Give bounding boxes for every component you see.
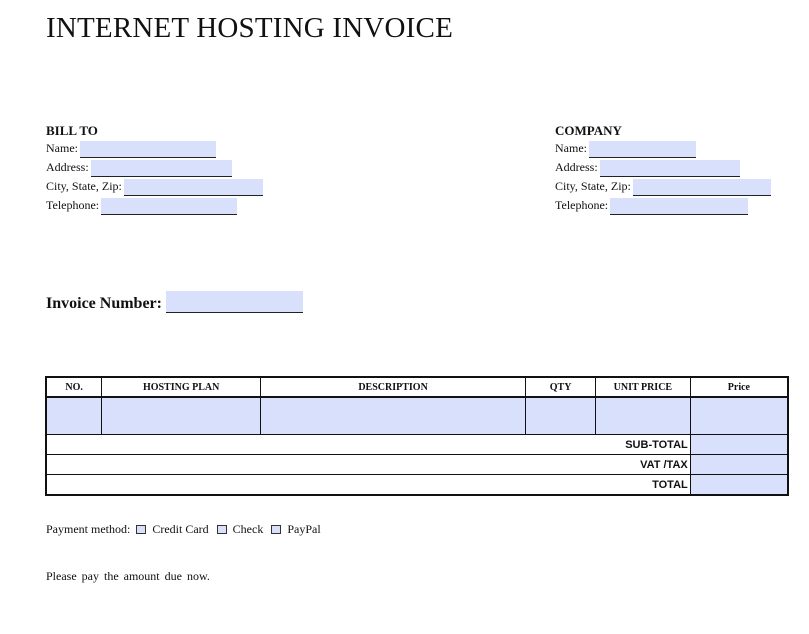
company-heading: COMPANY [555, 123, 622, 138]
cell-hosting-plan[interactable] [102, 397, 261, 435]
invoice-table [45, 376, 789, 496]
check-label: Check [232, 522, 264, 536]
company-city-label: City, State, Zip: [555, 179, 631, 193]
bill-to-name-label: Name: [46, 141, 78, 155]
cell-qty[interactable] [526, 397, 596, 435]
check-checkbox[interactable] [217, 525, 227, 534]
header-hosting-plan: HOSTING PLAN [102, 377, 261, 397]
bill-to-address-label: Address: [46, 160, 89, 174]
header-price: Price [690, 377, 788, 397]
company-address-field[interactable] [600, 160, 740, 177]
bill-to-telephone-label: Telephone: [46, 198, 100, 212]
bill-to-address-row [46, 158, 263, 177]
cell-price[interactable] [690, 397, 788, 435]
header-qty: QTY [526, 377, 596, 397]
credit-card-label: Credit Card [152, 522, 209, 536]
invoice-number-label: Invoice Number: [46, 295, 162, 312]
invoice-number-row [46, 291, 303, 313]
invoice-title: INTERNET HOSTING INVOICE [46, 12, 453, 44]
bill-to-name-row [46, 139, 263, 158]
bill-to-telephone-row [46, 196, 263, 215]
table-row [46, 397, 788, 435]
company-name-field[interactable] [589, 141, 696, 158]
company-name-row [555, 139, 771, 158]
bill-to-city-row [46, 177, 263, 196]
bill-to-block [46, 122, 263, 215]
company-telephone-field[interactable] [610, 198, 748, 215]
header-unit-price: UNIT PRICE [596, 377, 691, 397]
bill-to-city-label: City, State, Zip: [46, 179, 122, 193]
total-row [46, 475, 788, 496]
vat-tax-row [46, 455, 788, 475]
bill-to-city-field[interactable] [124, 179, 263, 196]
bill-to-address-field[interactable] [91, 160, 232, 177]
table-header-row [46, 377, 788, 397]
credit-card-checkbox[interactable] [136, 525, 146, 534]
invoice-number-field[interactable] [166, 291, 303, 313]
company-block [555, 122, 771, 215]
subtotal-row [46, 435, 788, 455]
company-city-field[interactable] [633, 179, 771, 196]
company-name-label: Name: [555, 141, 587, 155]
vat-tax-label: VAT /TAX [46, 455, 690, 475]
payment-note: Please pay the amount due now. [46, 569, 210, 583]
payment-method-label: Payment method: [46, 522, 131, 536]
total-field[interactable] [690, 475, 788, 496]
subtotal-field[interactable] [690, 435, 788, 455]
paypal-checkbox[interactable] [271, 525, 281, 534]
vat-tax-field[interactable] [690, 455, 788, 475]
company-telephone-label: Telephone: [555, 198, 609, 212]
cell-description[interactable] [260, 397, 525, 435]
bill-to-name-field[interactable] [80, 141, 216, 158]
company-address-label: Address: [555, 160, 598, 174]
company-city-row [555, 177, 771, 196]
company-address-row [555, 158, 771, 177]
paypal-label: PayPal [287, 522, 321, 536]
bill-to-telephone-field[interactable] [101, 198, 237, 215]
header-no: NO. [46, 377, 102, 397]
subtotal-label: SUB-TOTAL [46, 435, 690, 455]
cell-no[interactable] [46, 397, 102, 435]
cell-unit-price[interactable] [596, 397, 691, 435]
total-label: TOTAL [46, 475, 690, 496]
company-telephone-row [555, 196, 771, 215]
bill-to-heading: BILL TO [46, 123, 98, 138]
header-description: DESCRIPTION [260, 377, 525, 397]
payment-method-row [46, 522, 323, 537]
